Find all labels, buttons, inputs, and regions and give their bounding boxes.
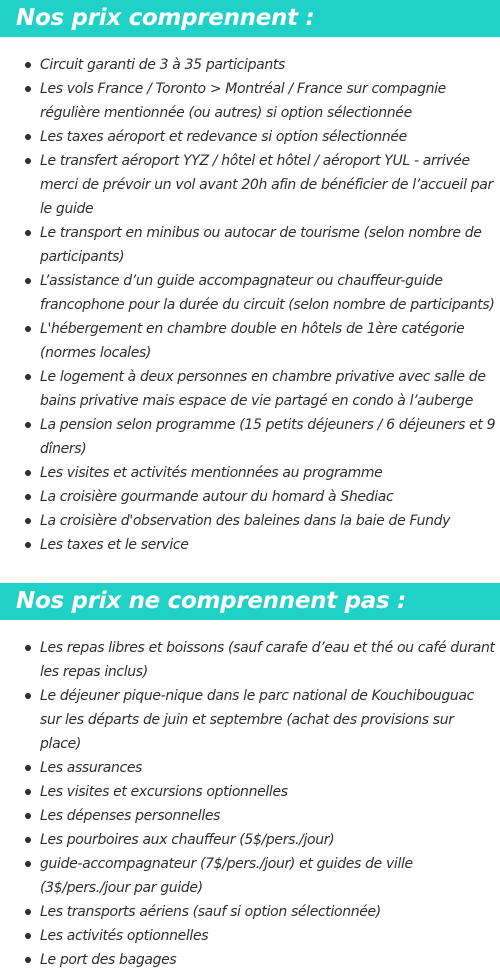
- list-item-text: La croisière gourmande autour du homard à Shediac: [40, 489, 394, 505]
- list-item-text: Les dépenses personnelles: [40, 808, 221, 824]
- bullet-icon: [25, 813, 31, 819]
- bullet-icon: [25, 86, 31, 92]
- included-list-item: [0, 53, 500, 77]
- list-item-text: Le transfert aéroport YYZ / hôtel et hôtel / aéroport YUL - arrivée merci de prévoir un vol avant 20h afin de bénéficier de l’accueil par le guide: [40, 153, 493, 217]
- excluded-list-item: [0, 852, 500, 900]
- excluded-list-item: [0, 924, 500, 948]
- excluded-list: [0, 636, 500, 972]
- list-item-text: L’assistance d’un guide accompagnateur ou chauffeur-guide francophone pour la durée du circuit (selon nombre de participants): [40, 273, 495, 313]
- list-item-text: L'hébergement en chambre double en hôtels de 1ère catégorie (normes locales): [40, 321, 465, 361]
- excluded-list-item: [0, 684, 500, 756]
- included-list-item: [0, 365, 500, 413]
- list-item-text: Le transport en minibus ou autocar de tourisme (selon nombre de participants): [40, 225, 482, 265]
- list-item-text: La pension selon programme (15 petits déjeuners / 6 déjeuners et 9 dîners): [40, 417, 496, 457]
- included-list-item: [0, 269, 500, 317]
- list-item-text: Les visites et excursions optionnelles: [40, 784, 288, 800]
- included-section-title: Nos prix comprennent :: [0, 0, 500, 37]
- included-list-item: [0, 317, 500, 365]
- list-item-text: Les visites et activités mentionnées au programme: [40, 465, 383, 481]
- included-list-item: [0, 485, 500, 509]
- excluded-list-item: [0, 948, 500, 972]
- list-item-text: La croisière d'observation des baleines dans la baie de Fundy: [40, 513, 451, 529]
- bullet-icon: [25, 62, 31, 68]
- bullet-icon: [25, 693, 31, 699]
- bullet-icon: [25, 645, 31, 651]
- bullet-icon: [25, 861, 31, 867]
- bullet-icon: [25, 278, 31, 284]
- bullet-icon: [25, 909, 31, 915]
- list-item-text: Les transports aériens (sauf si option sélectionnée): [40, 904, 381, 920]
- list-item-text: Circuit garanti de 3 à 35 participants: [40, 57, 285, 73]
- included-list-item: [0, 533, 500, 557]
- list-item-text: Les taxes aéroport et redevance si option sélectionnée: [40, 129, 407, 145]
- included-list-item: [0, 149, 500, 221]
- list-item-text: Le port des bagages: [40, 952, 177, 968]
- excluded-list-item: [0, 804, 500, 828]
- bullet-icon: [25, 837, 31, 843]
- list-item-text: Le déjeuner pique-nique dans le parc national de Kouchibouguac sur les départs de juin et septembre (achat des provisions sur place): [40, 688, 475, 752]
- bullet-icon: [25, 230, 31, 236]
- bullet-icon: [25, 470, 31, 476]
- bullet-icon: [25, 789, 31, 795]
- bullet-icon: [25, 518, 31, 524]
- list-item-text: Les pourboires aux chauffeur (5$/pers./jour): [40, 832, 335, 848]
- excluded-section-title: Nos prix ne comprennent pas :: [0, 583, 500, 620]
- list-item-text: Le logement à deux personnes en chambre privative avec salle de bains privative mais espace de vie partagé en condo à l’auberge: [40, 369, 486, 409]
- bullet-icon: [25, 933, 31, 939]
- excluded-list-item: [0, 780, 500, 804]
- included-list: [0, 53, 500, 557]
- included-list-item: [0, 461, 500, 485]
- bullet-icon: [25, 158, 31, 164]
- bullet-icon: [25, 134, 31, 140]
- bullet-icon: [25, 494, 31, 500]
- list-item-text: Les taxes et le service: [40, 537, 189, 553]
- included-list-item: [0, 125, 500, 149]
- included-list-item: [0, 77, 500, 125]
- list-item-text: Les repas libres et boissons (sauf carafe d’eau et thé ou café durant les repas inclus): [40, 640, 495, 680]
- bullet-icon: [25, 422, 31, 428]
- bullet-icon: [25, 326, 31, 332]
- included-list-item: [0, 509, 500, 533]
- excluded-list-item: [0, 636, 500, 684]
- excluded-list-item: [0, 828, 500, 852]
- included-list-item: [0, 221, 500, 269]
- bullet-icon: [25, 542, 31, 548]
- list-item-text: guide-accompagnateur (7$/pers./jour) et guides de ville (3$/pers./jour par guide): [40, 856, 413, 896]
- bullet-icon: [25, 957, 31, 963]
- list-item-text: Les vols France / Toronto > Montréal / France sur compagnie régulière mentionnée (ou autres) si option sélectionnée: [40, 81, 446, 121]
- bullet-icon: [25, 765, 31, 771]
- excluded-list-item: [0, 756, 500, 780]
- excluded-list-item: [0, 900, 500, 924]
- bullet-icon: [25, 374, 31, 380]
- included-list-item: [0, 413, 500, 461]
- list-item-text: Les activités optionnelles: [40, 928, 209, 944]
- list-item-text: Les assurances: [40, 760, 143, 776]
